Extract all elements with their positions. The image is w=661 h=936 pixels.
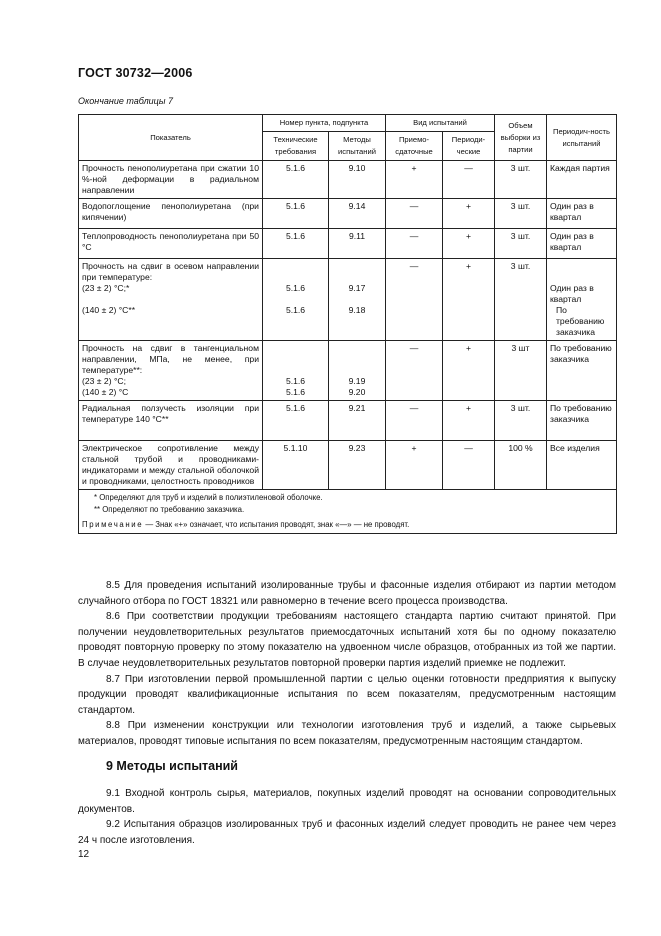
table-caption: Окончание таблицы 7 — [78, 96, 173, 106]
row-test-method: 9.11 — [329, 229, 386, 259]
row-tech-req-2: 5.1.6 — [285, 387, 306, 397]
row-periodicity: Каждая партия — [547, 161, 617, 199]
paragraphs-after-table — [78, 578, 616, 750]
row-tech-req: 5.1.6 — [263, 199, 329, 229]
header-periodicity: Периодич-ность испытаний — [547, 115, 617, 161]
row-test-method — [329, 259, 386, 341]
row-periodicity — [547, 259, 617, 341]
row-periodic: + — [443, 199, 495, 229]
row-tech-req-1: 5.1.6 — [285, 376, 306, 386]
row-sub-condition-2: (140 ± 2) °С** — [82, 305, 136, 315]
row-periodicity: По требованию заказчика — [547, 341, 617, 401]
row-tech-req — [263, 341, 329, 401]
row-indicator: Прочность пенополиуретана при сжатии 10 %-ной деформации в радиальном направлении — [79, 161, 263, 199]
row-indicator: Теплопроводность пенополиуретана при 50 °С — [79, 229, 263, 259]
note-label: Примечание — [82, 520, 144, 529]
row-indicator — [79, 259, 263, 341]
row-test-method-1: 9.19 — [348, 376, 366, 386]
row-acceptance: — — [386, 341, 443, 401]
page-number: 12 — [78, 849, 90, 860]
row-test-method-1: 9.17 — [348, 283, 366, 293]
row-tech-req: 5.1.6 — [263, 401, 329, 441]
table-row — [79, 401, 617, 441]
row-tech-req: 5.1.6 — [263, 229, 329, 259]
row-sub-condition-2: (140 ± 2) °С — [82, 387, 129, 397]
row-test-method: 9.21 — [329, 401, 386, 441]
row-sample-size: 3 шт. — [495, 229, 547, 259]
row-test-method: 9.10 — [329, 161, 386, 199]
row-tech-req-1: 5.1.6 — [285, 283, 306, 293]
table-row — [79, 441, 617, 490]
row-tech-req-2: 5.1.6 — [285, 305, 306, 315]
row-sample-size: 3 шт. — [495, 401, 547, 441]
row-periodicity: Один раз в квартал — [547, 199, 617, 229]
note-text: — Знак «+» означает, что испытания проводят, знак «—» — не проводят. — [145, 520, 410, 529]
table-row — [79, 259, 617, 341]
row-sample-size: 3 шт. — [495, 199, 547, 229]
header-indicator: Показатель — [79, 115, 263, 161]
row-test-method-2: 9.18 — [348, 305, 366, 315]
row-periodicity-2: По требованию заказчика — [556, 305, 605, 337]
row-test-method — [329, 341, 386, 401]
table-notes-row — [79, 490, 617, 534]
row-sample-size: 3 шт — [495, 341, 547, 401]
row-indicator: Радиальная ползучесть изоляции при температуре 140 °С** — [79, 401, 263, 441]
row-sample-size: 3 шт. — [495, 161, 547, 199]
table-row — [79, 229, 617, 259]
row-periodic: + — [443, 401, 495, 441]
header-clause-group: Номер пункта, подпункта — [263, 115, 386, 132]
table-row — [79, 341, 617, 401]
table-row — [79, 199, 617, 229]
row-sample-size: 100 % — [495, 441, 547, 490]
row-acceptance: — — [386, 229, 443, 259]
header-sample-size: Объем выборки из партии — [495, 115, 547, 161]
footnote-1: * Определяют для труб и изделий в полиэтиленовой оболочке. — [94, 493, 323, 502]
paragraph-8-7: 8.7 При изготовлении первой промышленной партии с целью оценки готовности предприятия к выпуску продукции проводят квалификационные испытания по всем показателям, предусмотренным настоящим стандартом. — [78, 673, 616, 716]
table-note — [82, 519, 613, 531]
row-indicator-text: Прочность на сдвиг в осевом направлении при температуре: — [82, 261, 259, 282]
row-indicator: Электрическое сопротивление между стальной трубой и проводниками-индикаторами и между стальной оболочкой и проводниками, целостность проводников — [79, 441, 263, 490]
row-test-method-2: 9.20 — [348, 387, 366, 397]
row-tech-req: 5.1.6 — [263, 161, 329, 199]
header-tech-req: Технические требования — [263, 132, 329, 161]
row-acceptance: — — [386, 259, 443, 341]
row-indicator: Водопоглощение пенополиуретана (при кипячении) — [79, 199, 263, 229]
header-acceptance: Приемо-сдаточные — [386, 132, 443, 161]
table-row — [79, 161, 617, 199]
section-9-paragraphs — [78, 786, 616, 848]
header-periodic: Периоди-ческие — [443, 132, 495, 161]
row-acceptance: — — [386, 401, 443, 441]
header-test-type-group: Вид испытаний — [386, 115, 495, 132]
paragraph-8-6: 8.6 При соответствии продукции требованиям настоящего стандарта партию считают принятой. При получении неудовлетворительных результатов приемосдаточных испытаний хотя бы по одному показателю проводят повторную проверку по этому показателю на удвоенном числе образцов, отобранных из той же партии. В случае неудовлетворительных результатов повторной проверки партия изделий приемке не подлежит. — [78, 611, 616, 669]
row-periodicity: Один раз в квартал — [547, 229, 617, 259]
paragraph-9-1: 9.1 Входной контроль сырья, материалов, покупных изделий проводят на основании сопроводительных документов. — [78, 788, 616, 815]
row-indicator-text: Прочность на сдвиг в тангенциальном направлении, МПа, не менее, при температуре**: — [82, 343, 259, 375]
table-7 — [78, 114, 617, 534]
table-notes — [79, 490, 617, 534]
row-periodic: + — [443, 341, 495, 401]
row-test-method: 9.14 — [329, 199, 386, 229]
paragraph-8-5: 8.5 Для проведения испытаний изолированные трубы и фасонные изделия отбирают из партии методом случайного отбора по ГОСТ 18321 или равномерно в течение всего процесса производства. — [78, 580, 616, 607]
paragraph-8-8: 8.8 При изменении конструкции или технологии изготовления труб и изделий, а также сырьевых материалов, проводят типовые испытания по всем показателям, предусмотренным настоящим стандартом. — [78, 720, 616, 747]
row-tech-req — [263, 259, 329, 341]
paragraph-9-2: 9.2 Испытания образцов изолированных труб и фасонных изделий следует проводить не ранее чем через 24 ч после изготовления. — [78, 819, 616, 846]
row-tech-req: 5.1.10 — [263, 441, 329, 490]
row-acceptance: + — [386, 161, 443, 199]
row-periodic: + — [443, 259, 495, 341]
footnote-2: ** Определяют по требованию заказчика. — [94, 505, 245, 514]
row-test-method: 9.23 — [329, 441, 386, 490]
row-acceptance: — — [386, 199, 443, 229]
row-periodic: — — [443, 441, 495, 490]
row-periodic: — — [443, 161, 495, 199]
row-sub-condition-1: (23 ± 2) °С; — [82, 376, 126, 386]
section-9-title: 9 Методы испытаний — [106, 759, 238, 773]
row-periodic: + — [443, 229, 495, 259]
row-indicator — [79, 341, 263, 401]
row-periodicity: По требованию заказчика — [547, 401, 617, 441]
document-code: ГОСТ 30732—2006 — [78, 66, 193, 80]
row-periodicity: Все изделия — [547, 441, 617, 490]
header-test-methods: Методы испытаний — [329, 132, 386, 161]
row-sub-condition-1: (23 ± 2) °С;* — [82, 283, 130, 293]
row-sample-size: 3 шт. — [495, 259, 547, 341]
row-periodicity-1: Один раз в квартал — [550, 283, 594, 304]
row-acceptance: + — [386, 441, 443, 490]
